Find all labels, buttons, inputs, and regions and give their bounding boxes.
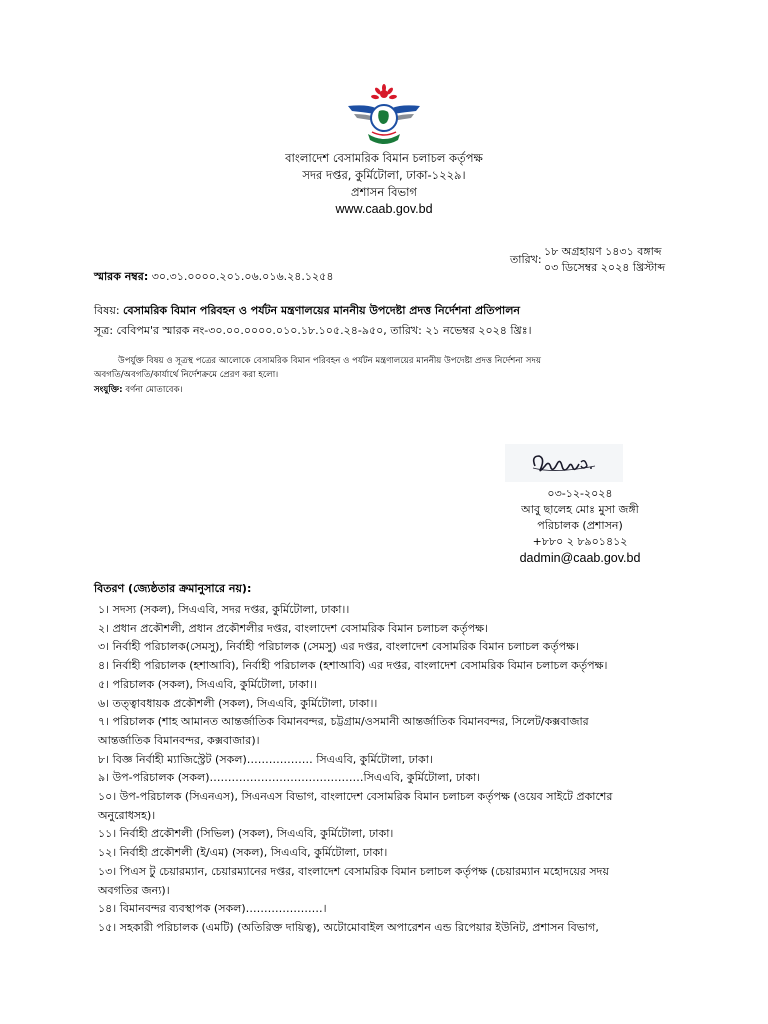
attachment-line (94, 383, 183, 397)
list-item: ১। সদস্য (সকল), সিএএবি, সদর দপ্তর, কুর্মিটোলা, ঢাকা।। (98, 603, 350, 616)
signature-icon (505, 444, 623, 482)
list-item: ২। প্রধান প্রকৌশলী, প্রধান প্রকৌশলীর দপ্তর, বাংলাদেশ বেসামরিক বিমান চলাচল কর্তৃপক্ষ। (98, 621, 488, 635)
signatory-name: আবু ছালেহ মোঃ মুসা জঙ্গী (521, 503, 639, 516)
list-item: ৪। নির্বাহী পরিচালক (হশাআবি), নির্বাহী পরিচালক (হশাআবি) এর দপ্তর, বাংলাদেশ বেসামরিক বিমান চলাচল কর্তৃপক্ষ। (98, 659, 608, 673)
list-item: ৩। নির্বাহী পরিচালক(সেমসু), নির্বাহী পরিচালক (সেমসু) এর দপ্তর, বাংলাদেশ বেসামরিক বিমান চলাচল কর্তৃপক্ষ। (98, 640, 580, 654)
caab-logo-icon (346, 84, 422, 150)
list-item: ১০। উপ-পরিচালক (সিএনএস), সিএনএস বিভাগ, বাংলাদেশ বেসামরিক বিমান চলাচল কর্তৃপক্ষ (ওয়েব সাইটে প্রকাশের (98, 790, 613, 804)
date-gregorian: ০৩ ডিসেম্বর ২০২৪ খ্রিস্টাব্দ (544, 261, 666, 274)
signatory-phone: +৮৮০ ২ ৮৯০১৪১২ (532, 535, 628, 548)
attachment-text: বর্ণনা মোতাবেক। (125, 385, 183, 395)
list-item-continuation: অবগতির জন্য)। (98, 883, 170, 897)
division-name: প্রশাসন বিভাগ (351, 185, 417, 199)
subject-line (94, 302, 520, 321)
list-item: ৮। বিজ্ঞ নির্বাহী ম্যাজিস্ট্রেট (সকল)……………… সিএএবি, কুর্মিটোলা, ঢাকা। (98, 752, 433, 766)
letterhead (0, 150, 768, 218)
distribution-list (98, 601, 678, 938)
list-item: ১৫। সহকারী পরিচালক (এমটি) (অতিরিক্ত দায়িত্ব), অটোমোবাইল অপারেশন এন্ড রিপেয়ার ইউনিট, প্রশাসন বিভাগ, (98, 920, 599, 934)
memo-label: স্মারক নম্বর: (94, 270, 149, 283)
subject-label: বিষয়: (94, 304, 120, 317)
list-item: ৬। তত্ত্বাবধায়ক প্রকৌশলী (সকল), সিএএবি, কুর্মিটোলা, ঢাকা।। (98, 696, 378, 710)
list-item: ১৩। পিএস টু চেয়ারম্যান, চেয়ারম্যানের দপ্তর, বাংলাদেশ বেসামরিক বিমান চলাচল কর্তৃপক্ষ (চেয়ারম্যান মহোদয়ের সদয় (98, 864, 609, 878)
body-paragraph (94, 354, 694, 382)
body-line: অবগতি/অবগতি/কার্যার্থে নির্দেশক্রমে প্রেরণ করা হলো। (94, 370, 279, 380)
org-address: সদর দপ্তর, কুর্মিটোলা, ঢাকা-১২২৯। (302, 168, 466, 182)
distribution-heading: বিতরণ (জ্যেষ্ঠতার ক্রমানুসারে নয়): (94, 582, 252, 595)
signatory-designation: পরিচালক (প্রশাসন) (537, 519, 623, 532)
list-item: ১১। নির্বাহী প্রকৌশলী (সিভিল) (সকল), সিএএবি, কুর্মিটোলা, ঢাকা। (98, 827, 394, 841)
list-item-continuation: অনুরোধসহ)। (98, 808, 156, 822)
date-label: তারিখ: (510, 253, 542, 266)
memo-number (94, 268, 333, 287)
list-item: ১২। নির্বাহী প্রকৌশলী (ই/এম) (সকল), সিএএবি, কুর্মিটোলা, ঢাকা। (98, 846, 388, 860)
list-item: ৯। উপ-পরিচালক (সকল)……………………………………সিএএবি, কুর্মিটোলা, ঢাকা। (98, 771, 481, 785)
sign-date: ০৩-১২-২০২৪ (547, 487, 613, 500)
memo-value: ৩০.৩১.০০০০.২০১.০৬.০১৬.২৪.১২৫৪ (151, 270, 334, 283)
date-bangla: ১৮ অগ্রহায়ণ ১৪৩১ বঙ্গাব্দ (544, 245, 662, 258)
list-item: ৭। পরিচালক (শাহ আমানত আন্তর্জাতিক বিমানবন্দর, চট্টগ্রাম/ওসমানী আন্তর্জাতিক বিমানবন্দর, সিলেট/কক্সবাজার (98, 715, 589, 729)
signatory-email[interactable]: dadmin@caab.gov.bd (519, 551, 641, 565)
list-item: ১৪। বিমানবন্দর ব্যবস্থাপক (সকল)…………………। (98, 902, 327, 916)
website-link[interactable]: www.caab.gov.bd (335, 202, 433, 216)
list-item-continuation: আন্তর্জাতিক বিমানবন্দর, কক্সবাজার)। (98, 733, 260, 747)
list-item: ৫। পরিচালক (সকল), সিএএবি, কুর্মিটোলা, ঢাকা।। (98, 677, 317, 691)
org-name: বাংলাদেশ বেসামরিক বিমান চলাচল কর্তৃপক্ষ (285, 151, 483, 165)
signature-block (480, 486, 680, 566)
body-line: উপর্যুক্ত বিষয় ও সূত্রস্থ পত্রের আলোকে বেসামরিক বিমান পরিবহন ও পর্যটন মন্ত্রণালয়ের মাননীয় উপদেষ্টা প্রদত্ত নির্দেশনা সদয় (118, 356, 542, 366)
attachment-label: সংযুক্তি: (94, 385, 123, 395)
reference-line: সূত্র: বেবিপম'র স্মারক নং-৩০.০০.০০০০.০১০.১৮.১০৫.২৪-৯৫০, তারিখ: ২১ নভেম্বর ২০২৪ খ্রিঃ। (94, 324, 532, 337)
subject-text: বেসামরিক বিমান পরিবহন ও পর্যটন মন্ত্রণালয়ের মাননীয় উপদেষ্টা প্রদত্ত নির্দেশনা প্রতিপালন (123, 304, 520, 317)
